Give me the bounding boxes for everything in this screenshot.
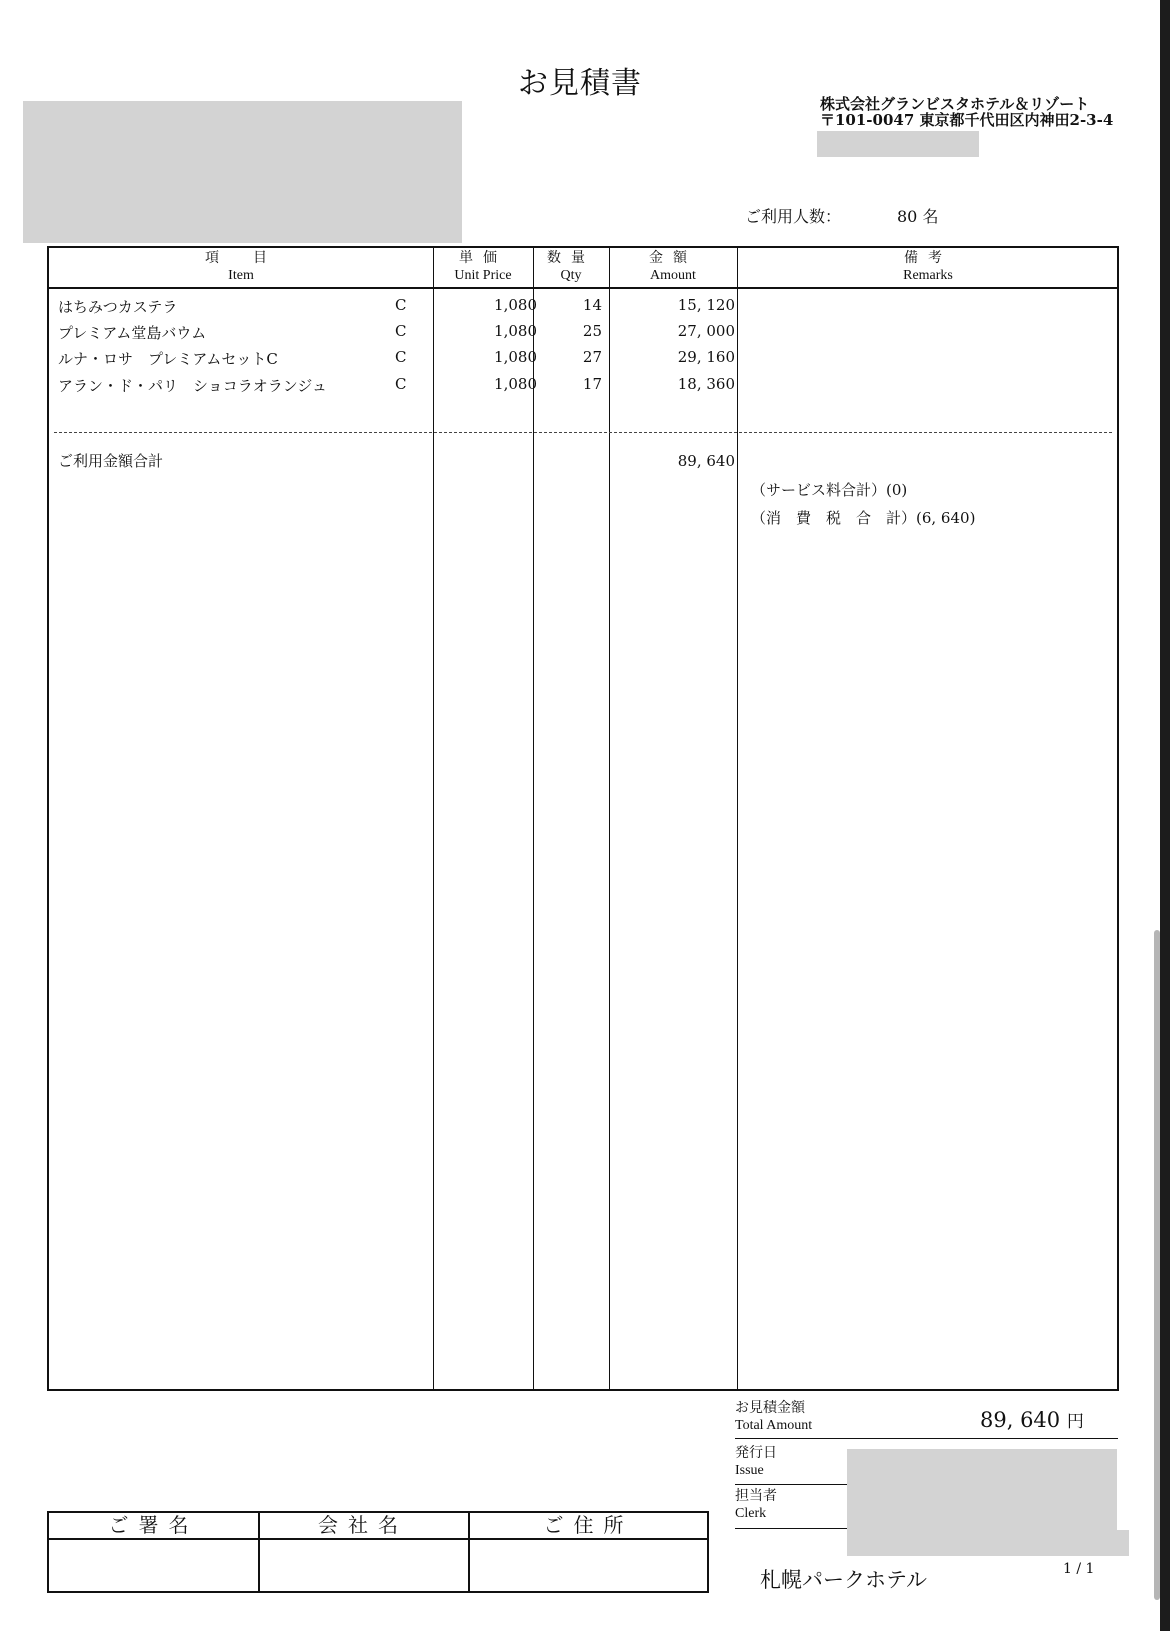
table-row: プレミアム堂島バウム C 1,080 25 27, 000 [58,322,735,342]
table-row: ルナ・ロサ プレミアムセットC C 1,080 27 29, 160 [58,348,735,368]
table-row: アラン・ド・パリ ショコラオランジュ C 1,080 17 18, 360 [58,375,735,395]
header-divider [49,287,1117,289]
signature-header-divider [49,1538,707,1540]
col-divider [433,248,434,1389]
redacted-recipient [23,101,462,243]
estimate-total-value: 89, 640 円 [980,1408,1084,1432]
clerk-label: 担当者 Clerk [735,1488,777,1521]
header-remarks: 備考 Remarks [903,250,953,283]
total-amount: 89, 640 [677,452,735,470]
header-amount: 金額 Amount [649,250,697,283]
guest-count-value: 80 名 [897,207,939,226]
remark-service: （サービス料合計）(0) [751,481,908,499]
estimate-table [47,246,1119,1391]
col-divider [533,248,534,1389]
issuer-address: 〒101-0047 東京都千代田区内神田2-3-4 [820,111,1114,129]
total-amount-label: お見積金額 Total Amount [735,1400,813,1433]
issue-date-label: 発行日 Issue [735,1445,777,1478]
signature-address-label: ご住所 [543,1513,634,1537]
remark-tax: （消 費 税 合 計）(6, 640) [751,509,976,527]
signature-box [47,1511,709,1593]
redacted-issuer-info [817,131,979,157]
header-item: 項 目 Item [205,250,277,283]
hotel-name: 札幌パークホテル [760,1568,927,1592]
page-number: 1 / 1 [1063,1561,1095,1577]
signature-company-label: 会社名 [318,1513,408,1537]
total-label: ご利用金額合計 [58,452,164,470]
redacted-clerk-extra [847,1530,1129,1556]
header-qty: 数量 Qty [547,250,595,283]
scrollbar[interactable] [1154,930,1160,1600]
issuer-block [820,96,1113,128]
redacted-issue-clerk [847,1449,1117,1530]
table-row: はちみつカステラ C 1,080 14 15, 120 [58,296,735,316]
issue-underline [735,1484,848,1485]
header-unit-price: 単価 Unit Price [454,250,512,283]
col-divider [737,248,738,1389]
signature-name-label: ご署名 [108,1513,199,1537]
col-divider [609,248,610,1389]
issuer-company: 株式会社グランビスタホテル＆リゾート [820,95,1090,113]
total-underline [735,1438,1118,1439]
guest-count-label: ご利用人数： [745,207,842,226]
guest-count [745,204,939,227]
document-title: お見積書 [518,66,642,101]
dashed-divider [54,432,1112,433]
clerk-underline [735,1528,848,1529]
